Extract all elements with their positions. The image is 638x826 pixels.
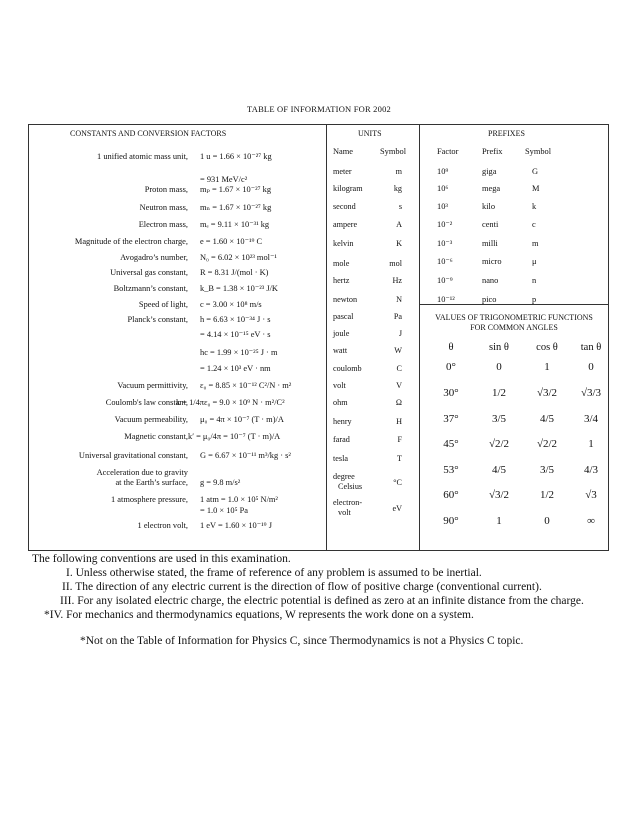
prefixes-header: PREFIXES — [488, 129, 525, 138]
divider-units-trig — [419, 304, 420, 551]
unit-name: farad — [333, 435, 350, 444]
constant-value: 1 u = 1.66 × 10⁻²⁷ kg — [200, 152, 272, 161]
trig-cell: 4/5 — [491, 464, 507, 476]
trig-cell: 4/3 — [583, 464, 599, 476]
prefix-name: pico — [482, 295, 497, 304]
unit-name: hertz — [333, 276, 350, 285]
constant-label: Electron mass, — [138, 220, 188, 229]
unit-symbol: mol — [389, 259, 402, 268]
constant-value: N₀ = 6.02 × 10²³ mol⁻¹ — [200, 253, 277, 262]
unit-symbol: F — [397, 435, 402, 444]
trig-cell: 60° — [443, 489, 459, 501]
unit-symbol: K — [396, 239, 402, 248]
unit-name: kilogram — [333, 184, 363, 193]
constant-label: Universal gas constant, — [110, 268, 188, 277]
unit-symbol: A — [396, 220, 402, 229]
constant-value: G = 6.67 × 10⁻¹¹ m³/kg · s² — [200, 451, 291, 460]
unit-symbol: N — [396, 295, 402, 304]
constant-value: g = 9.8 m/s² — [200, 478, 241, 487]
constant-value: mₑ = 9.11 × 10⁻³¹ kg — [200, 220, 270, 229]
unit-symbol: s — [398, 202, 402, 211]
trig-cell: 0 — [496, 361, 502, 373]
constant-label: at the Earth’s surface, — [115, 478, 188, 487]
unit-name: joule — [333, 329, 350, 338]
constant-label: Proton mass, — [144, 185, 188, 194]
unit-symbol: J — [398, 329, 402, 338]
prefix-factor: 10⁹ — [437, 167, 449, 176]
unit-symbol: Pa — [393, 312, 402, 321]
unit-name-cont: Celsius — [338, 482, 363, 491]
prefix-name: micro — [482, 257, 502, 266]
prefix-symbol: m — [532, 239, 539, 248]
constant-value: = 1.24 × 10³ eV · nm — [200, 364, 271, 373]
constant-value: = 4.14 × 10⁻¹⁵ eV · s — [200, 330, 271, 339]
unit-name: newton — [333, 295, 358, 304]
constant-value: 1 eV = 1.60 × 10⁻¹⁹ J — [200, 521, 272, 530]
page-title: TABLE OF INFORMATION FOR 2002 — [247, 104, 391, 114]
constant-value: mₚ = 1.67 × 10⁻²⁷ kg — [200, 185, 272, 194]
unit-name: degree — [333, 472, 355, 481]
prefix-factor: 10⁻⁶ — [437, 257, 453, 266]
constant-label: Coulomb's law constant, — [105, 398, 188, 407]
trig-cell: 1 — [544, 361, 550, 373]
trig-cell: ∞ — [587, 515, 595, 527]
prefix-name: milli — [482, 239, 498, 248]
unit-name: watt — [333, 346, 348, 355]
trig-cell: 4/5 — [539, 413, 555, 425]
trig-cell: 30° — [443, 387, 459, 399]
unit-name: ampere — [333, 220, 358, 229]
unit-symbol: H — [396, 417, 402, 426]
constant-label: Vacuum permeability, — [114, 415, 188, 424]
trig-cell: √3 — [585, 489, 597, 501]
trig-cell: 0° — [446, 361, 456, 373]
unit-name: volt — [333, 381, 346, 390]
constant-label: 1 atmosphere pressure, — [111, 495, 188, 504]
trig-cell: 1/2 — [539, 489, 555, 501]
constant-label: 1 unified atomic mass unit, — [97, 152, 188, 161]
prefix-factor: 10⁻³ — [437, 239, 453, 248]
constant-label: Planck’s constant, — [127, 315, 188, 324]
unit-name-cont: volt — [338, 508, 351, 517]
constant-value: = 931 MeV/c² — [200, 175, 248, 184]
constant-label: Vacuum permittivity, — [117, 381, 188, 390]
constants-header: CONSTANTS AND CONVERSION FACTORS — [70, 129, 227, 138]
constant-label: Boltzmann’s constant, — [113, 284, 188, 293]
prefix-name: kilo — [482, 202, 496, 211]
convention-item: *IV. For mechanics and thermodynamics equations, W represents the work done on a system. — [44, 609, 474, 621]
unit-name: second — [333, 202, 356, 211]
units-col-symbol: Symbol — [380, 147, 407, 156]
constant-value: k_B = 1.38 × 10⁻²³ J/K — [200, 284, 278, 293]
trig-header — [419, 313, 609, 333]
unit-symbol: m — [395, 167, 402, 176]
prefix-factor: 10⁻⁹ — [437, 276, 453, 285]
unit-name: henry — [333, 417, 352, 426]
constant-label: 1 electron volt, — [137, 521, 188, 530]
prefix-symbol: n — [532, 276, 537, 285]
trig-cell: 1/2 — [491, 387, 507, 399]
unit-name: mole — [333, 259, 350, 268]
constant-label: Magnetic constant, — [124, 432, 188, 441]
unit-name: kelvin — [333, 239, 354, 248]
trig-cell: 3/5 — [539, 464, 555, 476]
constant-value: hc = 1.99 × 10⁻²⁵ J · m — [200, 348, 278, 357]
constant-value: = 1.0 × 10⁵ Pa — [200, 506, 248, 515]
convention-item: II. The direction of any electric current is the direction of flow of positive charge (conventional current). — [62, 581, 542, 593]
trig-cell: √2/2 — [488, 438, 510, 450]
trig-cell: 1 — [496, 515, 502, 527]
trig-cell: 1 — [588, 438, 594, 450]
constant-value: mₙ = 1.67 × 10⁻²⁷ kg — [200, 203, 272, 212]
trig-cell: 3/4 — [583, 413, 599, 425]
trig-cell: √2/2 — [536, 438, 558, 450]
prefixes-col-factor: Factor — [437, 147, 459, 156]
prefix-symbol: G — [532, 167, 539, 176]
constant-value: k = 1/4πε₀ = 9.0 × 10⁹ N · m²/C² — [176, 398, 285, 407]
prefix-factor: 10⁻¹² — [437, 295, 455, 304]
unit-name: ohm — [333, 398, 348, 407]
divider-units-prefixes — [419, 124, 420, 304]
constant-value: 1 atm = 1.0 × 10⁵ N/m² — [200, 495, 278, 504]
trig-header-line2: FOR COMMON ANGLES — [470, 323, 558, 332]
trig-col-header: θ — [448, 342, 454, 353]
convention-item: I. Unless otherwise stated, the frame of reference of any problem is assumed to be inertial. — [66, 567, 482, 579]
trig-col-header: tan θ — [580, 342, 602, 353]
unit-name: meter — [333, 167, 352, 176]
unit-symbol: °C — [393, 478, 402, 487]
trig-cell: √3/3 — [580, 387, 602, 399]
prefixes-col-symbol: Symbol — [525, 147, 552, 156]
prefix-factor: 10⁻² — [437, 220, 453, 229]
constant-label: Magnitude of the electron charge, — [74, 237, 188, 246]
trig-cell: 53° — [443, 464, 459, 476]
conventions-footnote: *Not on the Table of Information for Physics C, since Thermodynamics is not a Physics C topic. — [80, 635, 524, 647]
unit-name: coulomb — [333, 364, 362, 373]
constant-value: R = 8.31 J/(mol · K) — [200, 268, 269, 277]
prefix-name: nano — [482, 276, 499, 285]
unit-name: electron- — [333, 498, 363, 507]
prefix-factor: 10⁶ — [437, 184, 449, 193]
constant-value: e = 1.60 × 10⁻¹⁹ C — [200, 237, 263, 246]
trig-cell: √3/2 — [488, 489, 510, 501]
constant-value: k′ = μ₀/4π = 10⁻⁷ (T · m)/A — [188, 432, 281, 441]
constant-value: μ₀ = 4π × 10⁻⁷ (T · m)/A — [200, 415, 284, 424]
unit-symbol: Hz — [392, 276, 402, 285]
trig-col-header: cos θ — [536, 342, 558, 353]
convention-item: III. For any isolated electric charge, the electric potential is defined as zero at an infinite distance from the charge. — [60, 595, 584, 607]
constant-value: ε₀ = 8.85 × 10⁻¹² C²/N · m² — [200, 381, 292, 390]
trig-cell: 45° — [443, 438, 459, 450]
unit-symbol: eV — [392, 504, 402, 513]
constant-label: Universal gravitational constant, — [78, 451, 188, 460]
unit-symbol: C — [396, 364, 402, 373]
prefix-name: giga — [482, 167, 497, 176]
constant-label: Acceleration due to gravity — [96, 468, 188, 477]
prefixes-col-prefix: Prefix — [482, 147, 503, 156]
conventions-intro: The following conventions are used in this examination. — [32, 553, 291, 565]
trig-cell: 0 — [588, 361, 594, 373]
unit-symbol: kg — [393, 184, 402, 193]
unit-name: tesla — [333, 454, 349, 463]
divider-constants-units — [326, 124, 327, 551]
trig-cell: 37° — [443, 413, 459, 425]
trig-cell: 0 — [544, 515, 550, 527]
constant-label: Speed of light, — [138, 300, 188, 309]
constant-value: c = 3.00 × 10⁸ m/s — [200, 300, 262, 309]
unit-symbol: Ω — [395, 398, 402, 407]
unit-symbol: T — [396, 454, 402, 463]
unit-symbol: V — [396, 381, 402, 390]
prefix-symbol: c — [532, 220, 536, 229]
constant-label: Avogadro’s number, — [120, 253, 188, 262]
prefix-symbol: p — [532, 295, 537, 304]
prefix-symbol: M — [532, 184, 540, 193]
trig-cell: √3/2 — [536, 387, 558, 399]
prefix-symbol: μ — [532, 257, 537, 266]
unit-symbol: W — [394, 346, 402, 355]
prefix-factor: 10³ — [437, 202, 448, 211]
prefix-symbol: k — [532, 202, 537, 211]
trig-col-header: sin θ — [489, 342, 509, 353]
constant-label: Neutron mass, — [139, 203, 188, 212]
prefix-name: mega — [482, 184, 501, 193]
trig-header-line1: VALUES OF TRIGONOMETRIC FUNCTIONS — [435, 313, 593, 322]
constant-value: h = 6.63 × 10⁻³⁴ J · s — [200, 315, 271, 324]
trig-cell: 90° — [443, 515, 459, 527]
units-header: UNITS — [358, 129, 382, 138]
unit-name: pascal — [333, 312, 354, 321]
trig-cell: 3/5 — [491, 413, 507, 425]
prefix-name: centi — [482, 220, 499, 229]
units-col-name: Name — [333, 147, 353, 156]
